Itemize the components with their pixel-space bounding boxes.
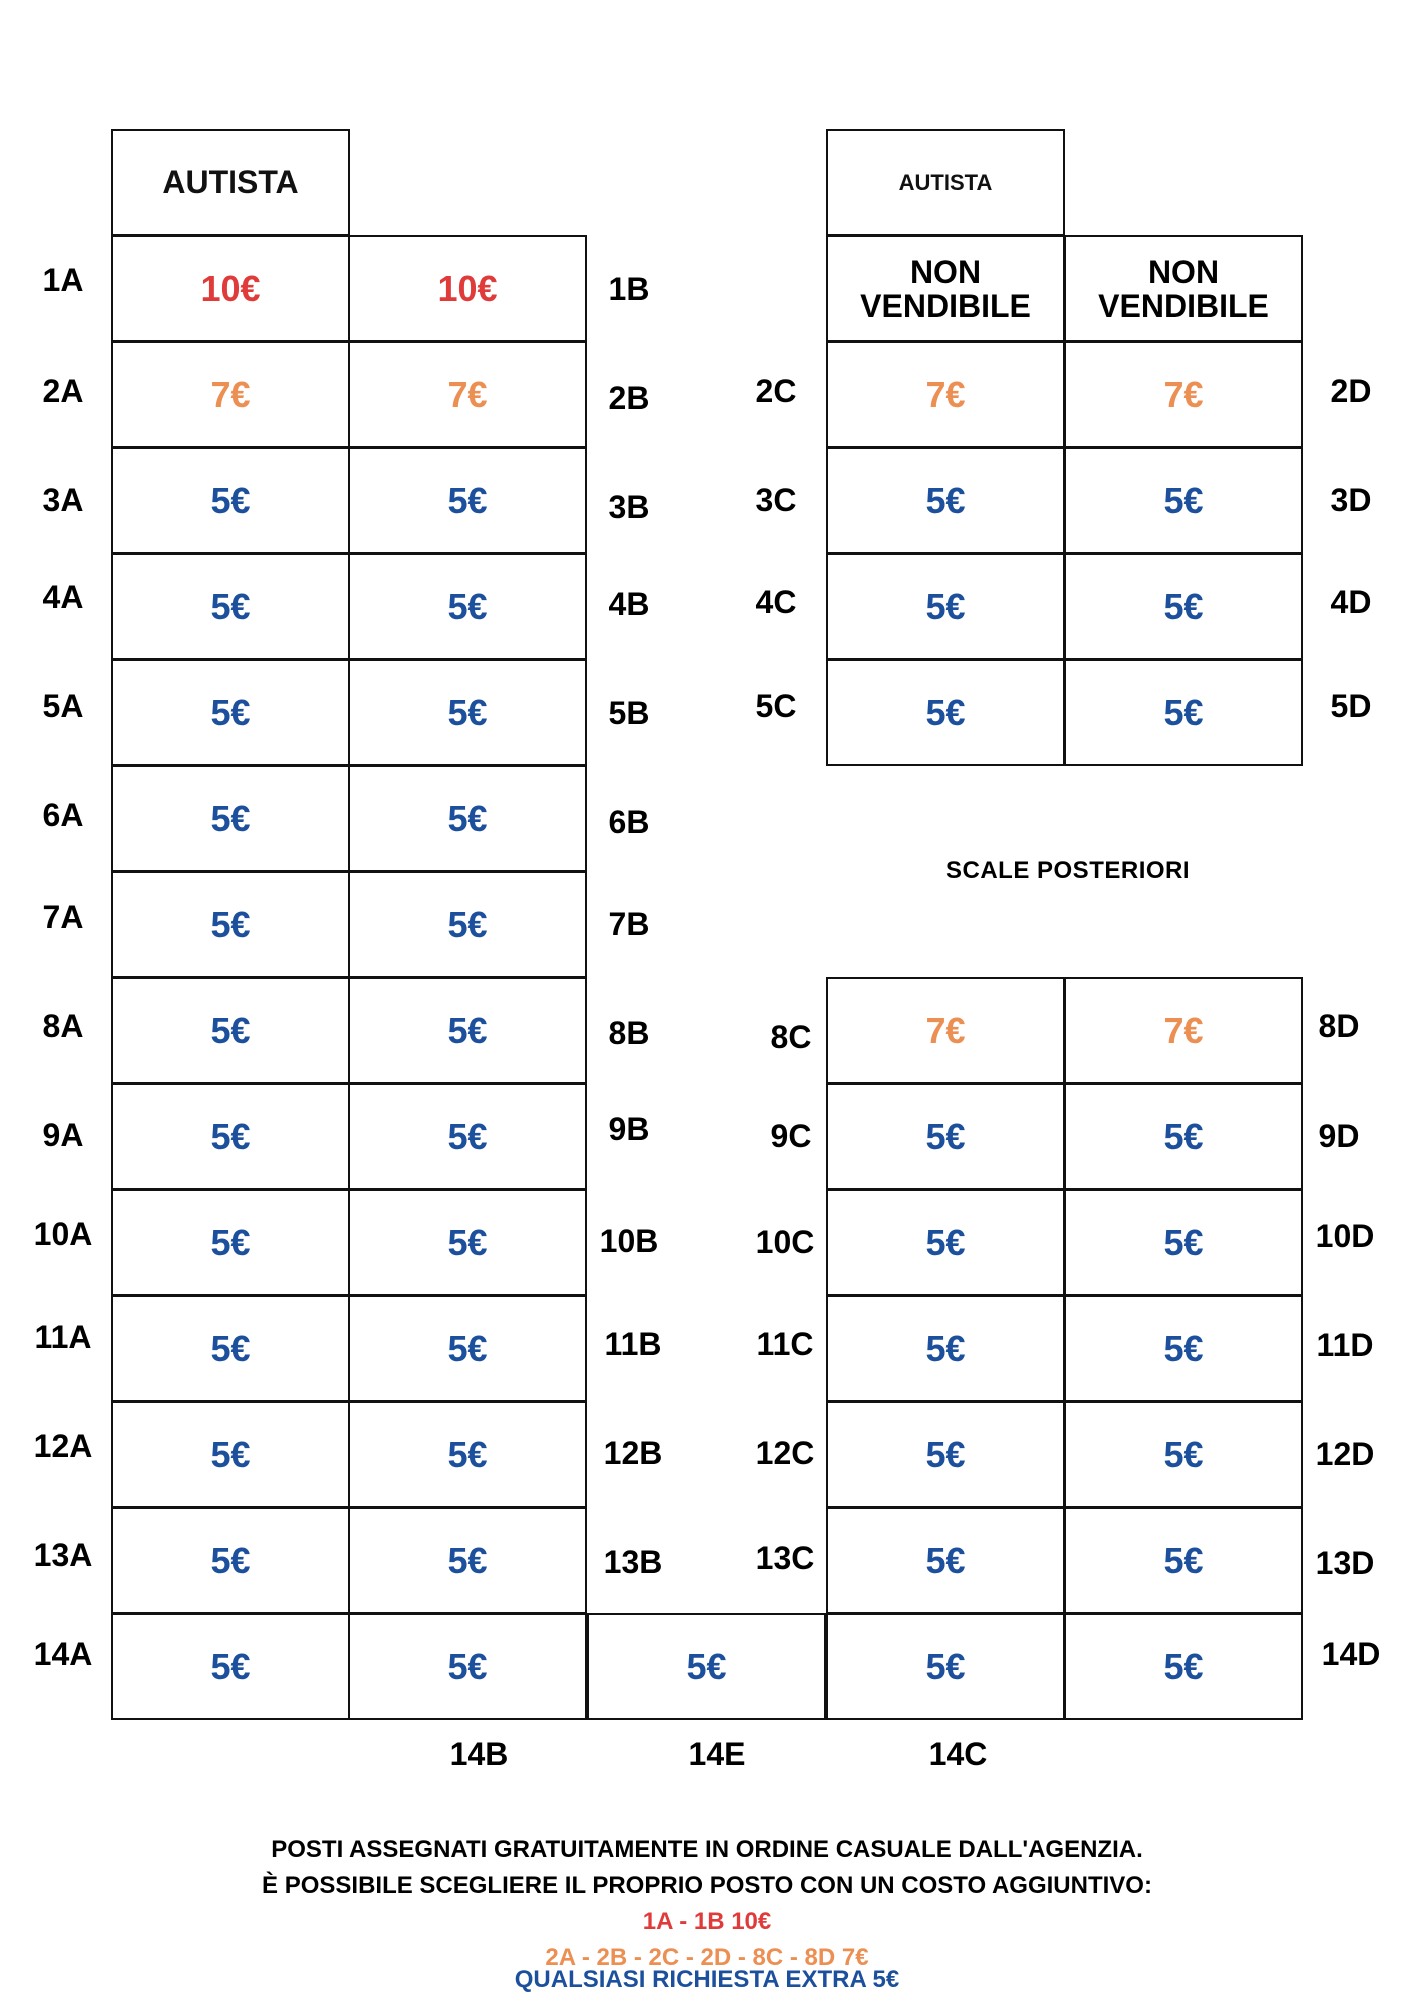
seat-14C[interactable]: 5€ — [826, 1613, 1065, 1720]
seat-3A[interactable]: 5€ — [111, 447, 350, 554]
seat-1C-unavailable: NON VENDIBILE — [826, 235, 1065, 342]
seat-label: 13C — [755, 1540, 815, 1576]
price-7-text: 2A - 2B - 2C - 2D - 8C - 8D 7€ — [545, 1944, 869, 1971]
seat-4A[interactable]: 5€ — [111, 553, 350, 660]
seat-label: 14E — [688, 1736, 746, 1772]
seat-label: 3D — [1330, 482, 1372, 518]
note-price-5 — [0, 1962, 1414, 1998]
seat-label: 1A — [42, 262, 84, 298]
seat-12B[interactable]: 5€ — [348, 1401, 587, 1508]
rear-stairs-label: SCALE POSTERIORI — [946, 857, 1191, 884]
seat-1A[interactable]: 10€ — [111, 235, 350, 342]
seat-label: 2A — [42, 373, 84, 409]
seat-label: 8D — [1318, 1008, 1360, 1044]
seat-8D[interactable]: 7€ — [1064, 977, 1303, 1084]
seat-label: 9C — [770, 1118, 812, 1154]
seat-14D[interactable]: 5€ — [1064, 1613, 1303, 1720]
note-free-assignment: POSTI ASSEGNATI GRATUITAMENTE IN ORDINE CASUALE DALL'AGENZIA. — [271, 1836, 1143, 1863]
seat-label: 4D — [1330, 584, 1372, 620]
seat-label: 11D — [1316, 1327, 1374, 1363]
seat-13C[interactable]: 5€ — [826, 1507, 1065, 1614]
seat-12D[interactable]: 5€ — [1064, 1401, 1303, 1508]
seat-label: 3C — [755, 482, 797, 518]
seat-label: 13A — [33, 1537, 93, 1573]
seat-label: 7B — [608, 906, 650, 942]
seat-9D[interactable]: 5€ — [1064, 1083, 1303, 1190]
seat-11C[interactable]: 5€ — [826, 1295, 1065, 1402]
seat-14B[interactable]: 5€ — [348, 1613, 587, 1720]
seat-2C[interactable]: 7€ — [826, 341, 1065, 448]
seat-12C[interactable]: 5€ — [826, 1401, 1065, 1508]
seat-label: 3B — [608, 489, 650, 525]
seat-3B[interactable]: 5€ — [348, 447, 587, 554]
seat-8A[interactable]: 5€ — [111, 977, 350, 1084]
seat-label: 8C — [770, 1019, 812, 1055]
seat-10C[interactable]: 5€ — [826, 1189, 1065, 1296]
seat-label: 2B — [608, 380, 650, 416]
seat-label: 2D — [1330, 373, 1372, 409]
seat-label: 12A — [33, 1428, 93, 1464]
seat-8B[interactable]: 5€ — [348, 977, 587, 1084]
seat-7A[interactable]: 5€ — [111, 871, 350, 978]
seat-4D[interactable]: 5€ — [1064, 553, 1303, 660]
seat-label: 13D — [1315, 1545, 1375, 1581]
seat-7B[interactable]: 5€ — [348, 871, 587, 978]
seat-label: 5A — [42, 688, 84, 724]
seat-label: 11B — [604, 1326, 662, 1362]
seat-label: 8B — [608, 1015, 650, 1051]
seat-label: 3A — [42, 482, 84, 518]
seat-11D[interactable]: 5€ — [1064, 1295, 1303, 1402]
seat-label: 4B — [608, 586, 650, 622]
seat-label: 4A — [42, 579, 84, 615]
seat-10A[interactable]: 5€ — [111, 1189, 350, 1296]
seat-10B[interactable]: 5€ — [348, 1189, 587, 1296]
seat-3D[interactable]: 5€ — [1064, 447, 1303, 554]
seat-label: 11C — [756, 1326, 814, 1362]
seat-5D[interactable]: 5€ — [1064, 659, 1303, 766]
seat-label: 9D — [1318, 1118, 1360, 1154]
driver-box-left — [111, 129, 350, 236]
seat-label: 4C — [755, 584, 797, 620]
seat-label: 11A — [34, 1319, 92, 1355]
seat-label: 10D — [1315, 1218, 1375, 1254]
seat-label: 12D — [1315, 1436, 1375, 1472]
seat-label: 2C — [755, 373, 797, 409]
seat-label: 14B — [449, 1736, 509, 1772]
seat-label: 9A — [42, 1117, 84, 1153]
seat-5C[interactable]: 5€ — [826, 659, 1065, 766]
driver-label: AUTISTA — [162, 164, 299, 200]
note-price-10 — [0, 1904, 1414, 1940]
seat-label: 6B — [608, 804, 650, 840]
note-extra-cost: È POSSIBILE SCEGLIERE IL PROPRIO POSTO CON UN COSTO AGGIUNTIVO: — [262, 1872, 1152, 1899]
seat-5B[interactable]: 5€ — [348, 659, 587, 766]
seat-label: 12B — [603, 1435, 663, 1471]
seat-label: 9B — [608, 1111, 650, 1147]
seat-3C[interactable]: 5€ — [826, 447, 1065, 554]
seat-12A[interactable]: 5€ — [111, 1401, 350, 1508]
seat-label: 12C — [755, 1435, 815, 1471]
seat-label: 14C — [928, 1736, 988, 1772]
seat-label: 14D — [1321, 1636, 1381, 1672]
seat-label: 8A — [42, 1008, 84, 1044]
price-5-text: QUALSIASI RICHIESTA EXTRA 5€ — [514, 1966, 900, 1993]
seat-10D[interactable]: 5€ — [1064, 1189, 1303, 1296]
seat-11B[interactable]: 5€ — [348, 1295, 587, 1402]
seat-8C[interactable]: 7€ — [826, 977, 1065, 1084]
seat-label: 13B — [603, 1544, 663, 1580]
seat-9C[interactable]: 5€ — [826, 1083, 1065, 1190]
seat-13A[interactable]: 5€ — [111, 1507, 350, 1614]
seat-label: 5C — [755, 688, 797, 724]
seat-13B[interactable]: 5€ — [348, 1507, 587, 1614]
seat-9B[interactable]: 5€ — [348, 1083, 587, 1190]
seat-2D[interactable]: 7€ — [1064, 341, 1303, 448]
seat-label: 7A — [42, 899, 84, 935]
seat-label: 10C — [755, 1224, 815, 1260]
seat-label: 5D — [1330, 688, 1372, 724]
seat-label: 10B — [599, 1223, 659, 1259]
seat-13D[interactable]: 5€ — [1064, 1507, 1303, 1614]
seat-9A[interactable]: 5€ — [111, 1083, 350, 1190]
seat-1B[interactable]: 10€ — [348, 235, 587, 342]
seat-4C[interactable]: 5€ — [826, 553, 1065, 660]
seat-2A[interactable]: 7€ — [111, 341, 350, 448]
seat-label: 6A — [42, 797, 84, 833]
driver-label: AUTISTA — [898, 169, 993, 195]
seat-6B[interactable]: 5€ — [348, 765, 587, 872]
seat-label: 5B — [608, 695, 650, 731]
seat-4B[interactable]: 5€ — [348, 553, 587, 660]
seat-14E[interactable]: 5€ — [587, 1613, 826, 1720]
seat-1D-unavailable: NON VENDIBILE — [1064, 235, 1303, 342]
seat-2B[interactable]: 7€ — [348, 341, 587, 448]
price-10-text: 1A - 1B 10€ — [642, 1908, 772, 1935]
driver-box-right — [826, 129, 1065, 236]
seat-label: 10A — [33, 1216, 93, 1252]
seat-label: 1B — [608, 271, 650, 307]
seat-14A[interactable]: 5€ — [111, 1613, 350, 1720]
seat-11A[interactable]: 5€ — [111, 1295, 350, 1402]
seat-label: 14A — [33, 1636, 93, 1672]
seat-5A[interactable]: 5€ — [111, 659, 350, 766]
seat-6A[interactable]: 5€ — [111, 765, 350, 872]
